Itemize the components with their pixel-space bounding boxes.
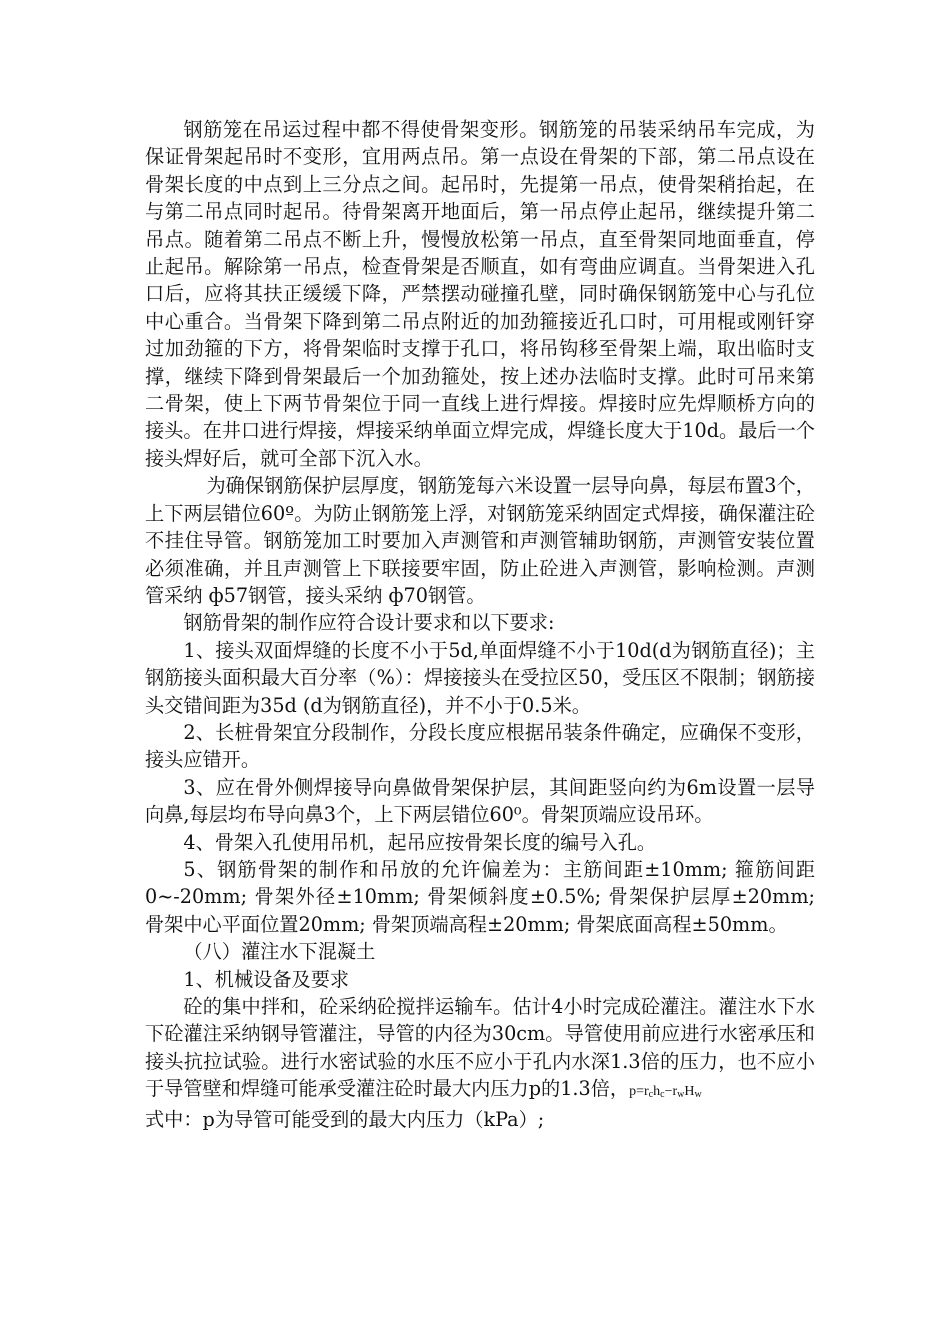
subsection-heading-equipment: 1、机械设备及要求 <box>183 967 350 991</box>
list-item-1: 1、接头双面焊缝的长度不小于5d,单面焊缝不小于10d(d为钢筋直径)；主钢筋接头面积最大百分率（%）：焊接接头在受拉区50，受压区不限制；钢筋接头交错间距为35d (d为钢筋直径)，并不小于0.5米。 <box>145 638 815 717</box>
section-heading-underwater-concrete: （八）灌注水下混凝土 <box>183 940 376 964</box>
paragraph-requirements-intro: 钢筋骨架的制作应符合设计要求和以下要求: <box>183 611 555 635</box>
list-item-4: 4、骨架入孔使用吊机，起吊应按骨架长度的编号入孔。 <box>183 830 657 854</box>
list-item-2: 2、长桩骨架宜分段制作，分段长度应根据吊装条件确定，应确保不变形，接头应错开。 <box>145 720 815 772</box>
paragraph-cage-lifting: 钢筋笼在吊运过程中都不得使骨架变形。钢筋笼的吊装采纳吊车完成，为保证骨架起吊时不变形，宜用两点吊。第一点设在骨架的下部，第二吊点设在骨架长度的中点到上三分点之间。起吊时，先提第一吊点，使骨架稍抬起，在与第二吊点同时起吊。待骨架离开地面后，第一吊点停止起吊，继续提升第二吊点。随着第二吊点不断上升，慢慢放松第一吊点，直至骨架同地面垂直，停止起吊。解除第一吊点，检查骨架是否顺直，如有弯曲应调直。当骨架进入孔口后，应将其扶正缓缓下降，严禁摆动碰撞孔壁，同时确保钢筋笼中心与孔位中心重合。当骨架下降到第二吊点附近的加劲箍接近孔口时，可用棍或刚钎穿过加劲箍的下方，将骨架临时支撑于孔口，将吊钩移至骨架上端，取出临时支撑，继续下降到骨架最后一个加劲箍处，按上述办法临时支撑。此时可吊来第二骨架，使上下两节骨架位于同一直线上进行焊接。焊接时应先焊顺桥方向的接头。在井口进行焊接，焊接采纳单面立焊完成，焊缝长度大于10d。最后一个接头焊好后，就可全部下沉入水。 <box>145 118 815 470</box>
list-item-5: 5、钢筋骨架的制作和吊放的允许偏差为：主筋间距±10mm; 箍筋间距0~-20mm; 骨架外径±10mm; 骨架倾斜度±0.5%; 骨架保护层厚±20mm; 骨架中心平面位置20mm; 骨架顶端高程±20mm; 骨架底面高程±50mm。 <box>145 857 815 936</box>
document-body <box>145 116 815 1133</box>
paragraph-concrete-pouring <box>145 993 815 1106</box>
paragraph-concrete-pouring-text: 砼的集中拌和，砼采纳砼搅拌运输车。估计4小时完成砼灌注。灌注水下水下砼灌注采纳钢导管灌注，导管的内径为30cm。导管使用前应进行水密承压和接头抗拉试验。进行水密试验的水压不应小于孔内水深1.3倍的压力，也不应小于导管壁和焊缝可能承受灌注砼时最大内压力p的1.3倍， <box>145 995 815 1101</box>
list-item-3: 3、应在骨外侧焊接导向鼻做骨架保护层，其间距竖向约为6m设置一层导向鼻,每层均布导向鼻3个，上下两层错位60⁰。骨架顶端应设吊环。 <box>145 775 815 827</box>
pressure-formula: $p=r_ch_c-r_wH_w$ <box>629 1084 702 1101</box>
paragraph-protective-layer: 为确保钢筋保护层厚度，钢筋笼每六米设置一层导向鼻，每层布置3个，上下两层错位60º。为防止钢筋笼上浮，对钢筋笼采纳固定式焊接，确保灌注砼不挂住导管。钢筋笼加工时要加入声测管和声测管辅助钢筋，声测管安装位置必须准确，并且声测管上下联接要牢固，防止砼进入声测管，影响检测。声测管采纳 ф57钢管，接头采纳 ф70钢管。 <box>145 474 815 607</box>
paragraph-formula-explanation: 式中：p为导管可能受到的最大内压力（kPa）; <box>145 1107 545 1131</box>
